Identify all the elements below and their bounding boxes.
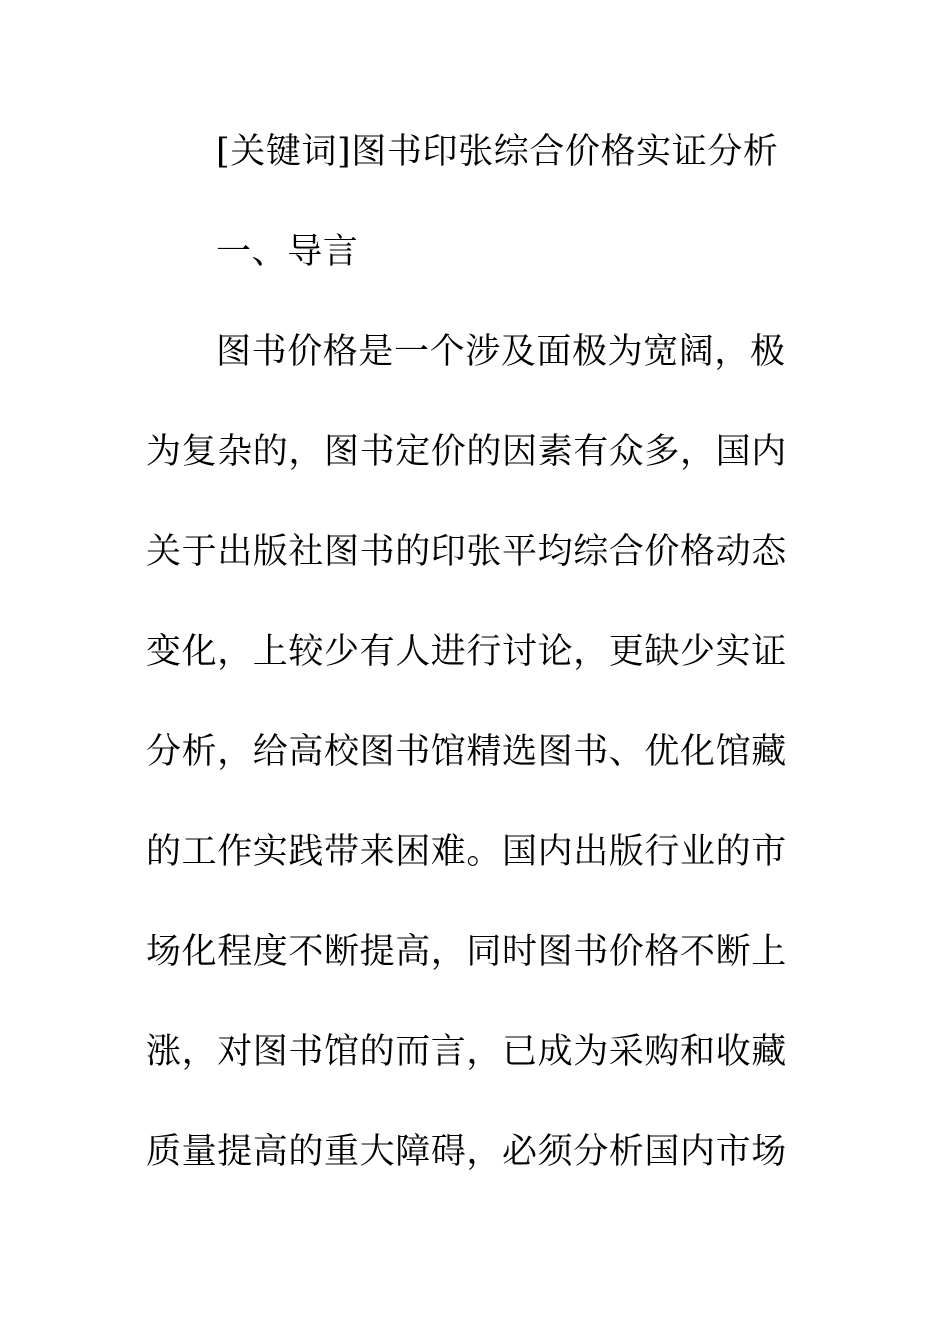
section-heading: 一、导言 xyxy=(216,232,359,272)
paragraph-line: 质量提高的重大障碍，必须分析国内市场 xyxy=(146,1132,787,1172)
paragraph-line: 分析，给高校图书馆精选图书、优化馆藏 xyxy=(146,732,787,772)
paragraph-line: 的工作实践带来困难。国内出版行业的市 xyxy=(146,832,787,872)
paragraph-line: 场化程度不断提高，同时图书价格不断上 xyxy=(146,932,787,972)
paragraph-line: 涨，对图书馆的而言，已成为采购和收藏 xyxy=(146,1032,787,1072)
paragraph-line: 图书价格是一个涉及面极为宽阔，极 xyxy=(216,332,786,372)
paragraph-line: 变化，上较少有人进行讨论，更缺少实证 xyxy=(146,632,787,672)
paragraph-line: 为复杂的，图书定价的因素有众多，国内 xyxy=(146,432,787,472)
paragraph-line: 关于出版社图书的印张平均综合价格动态 xyxy=(146,532,787,572)
keywords-line: [关键词]图书印张综合价格实证分析 xyxy=(216,132,779,172)
